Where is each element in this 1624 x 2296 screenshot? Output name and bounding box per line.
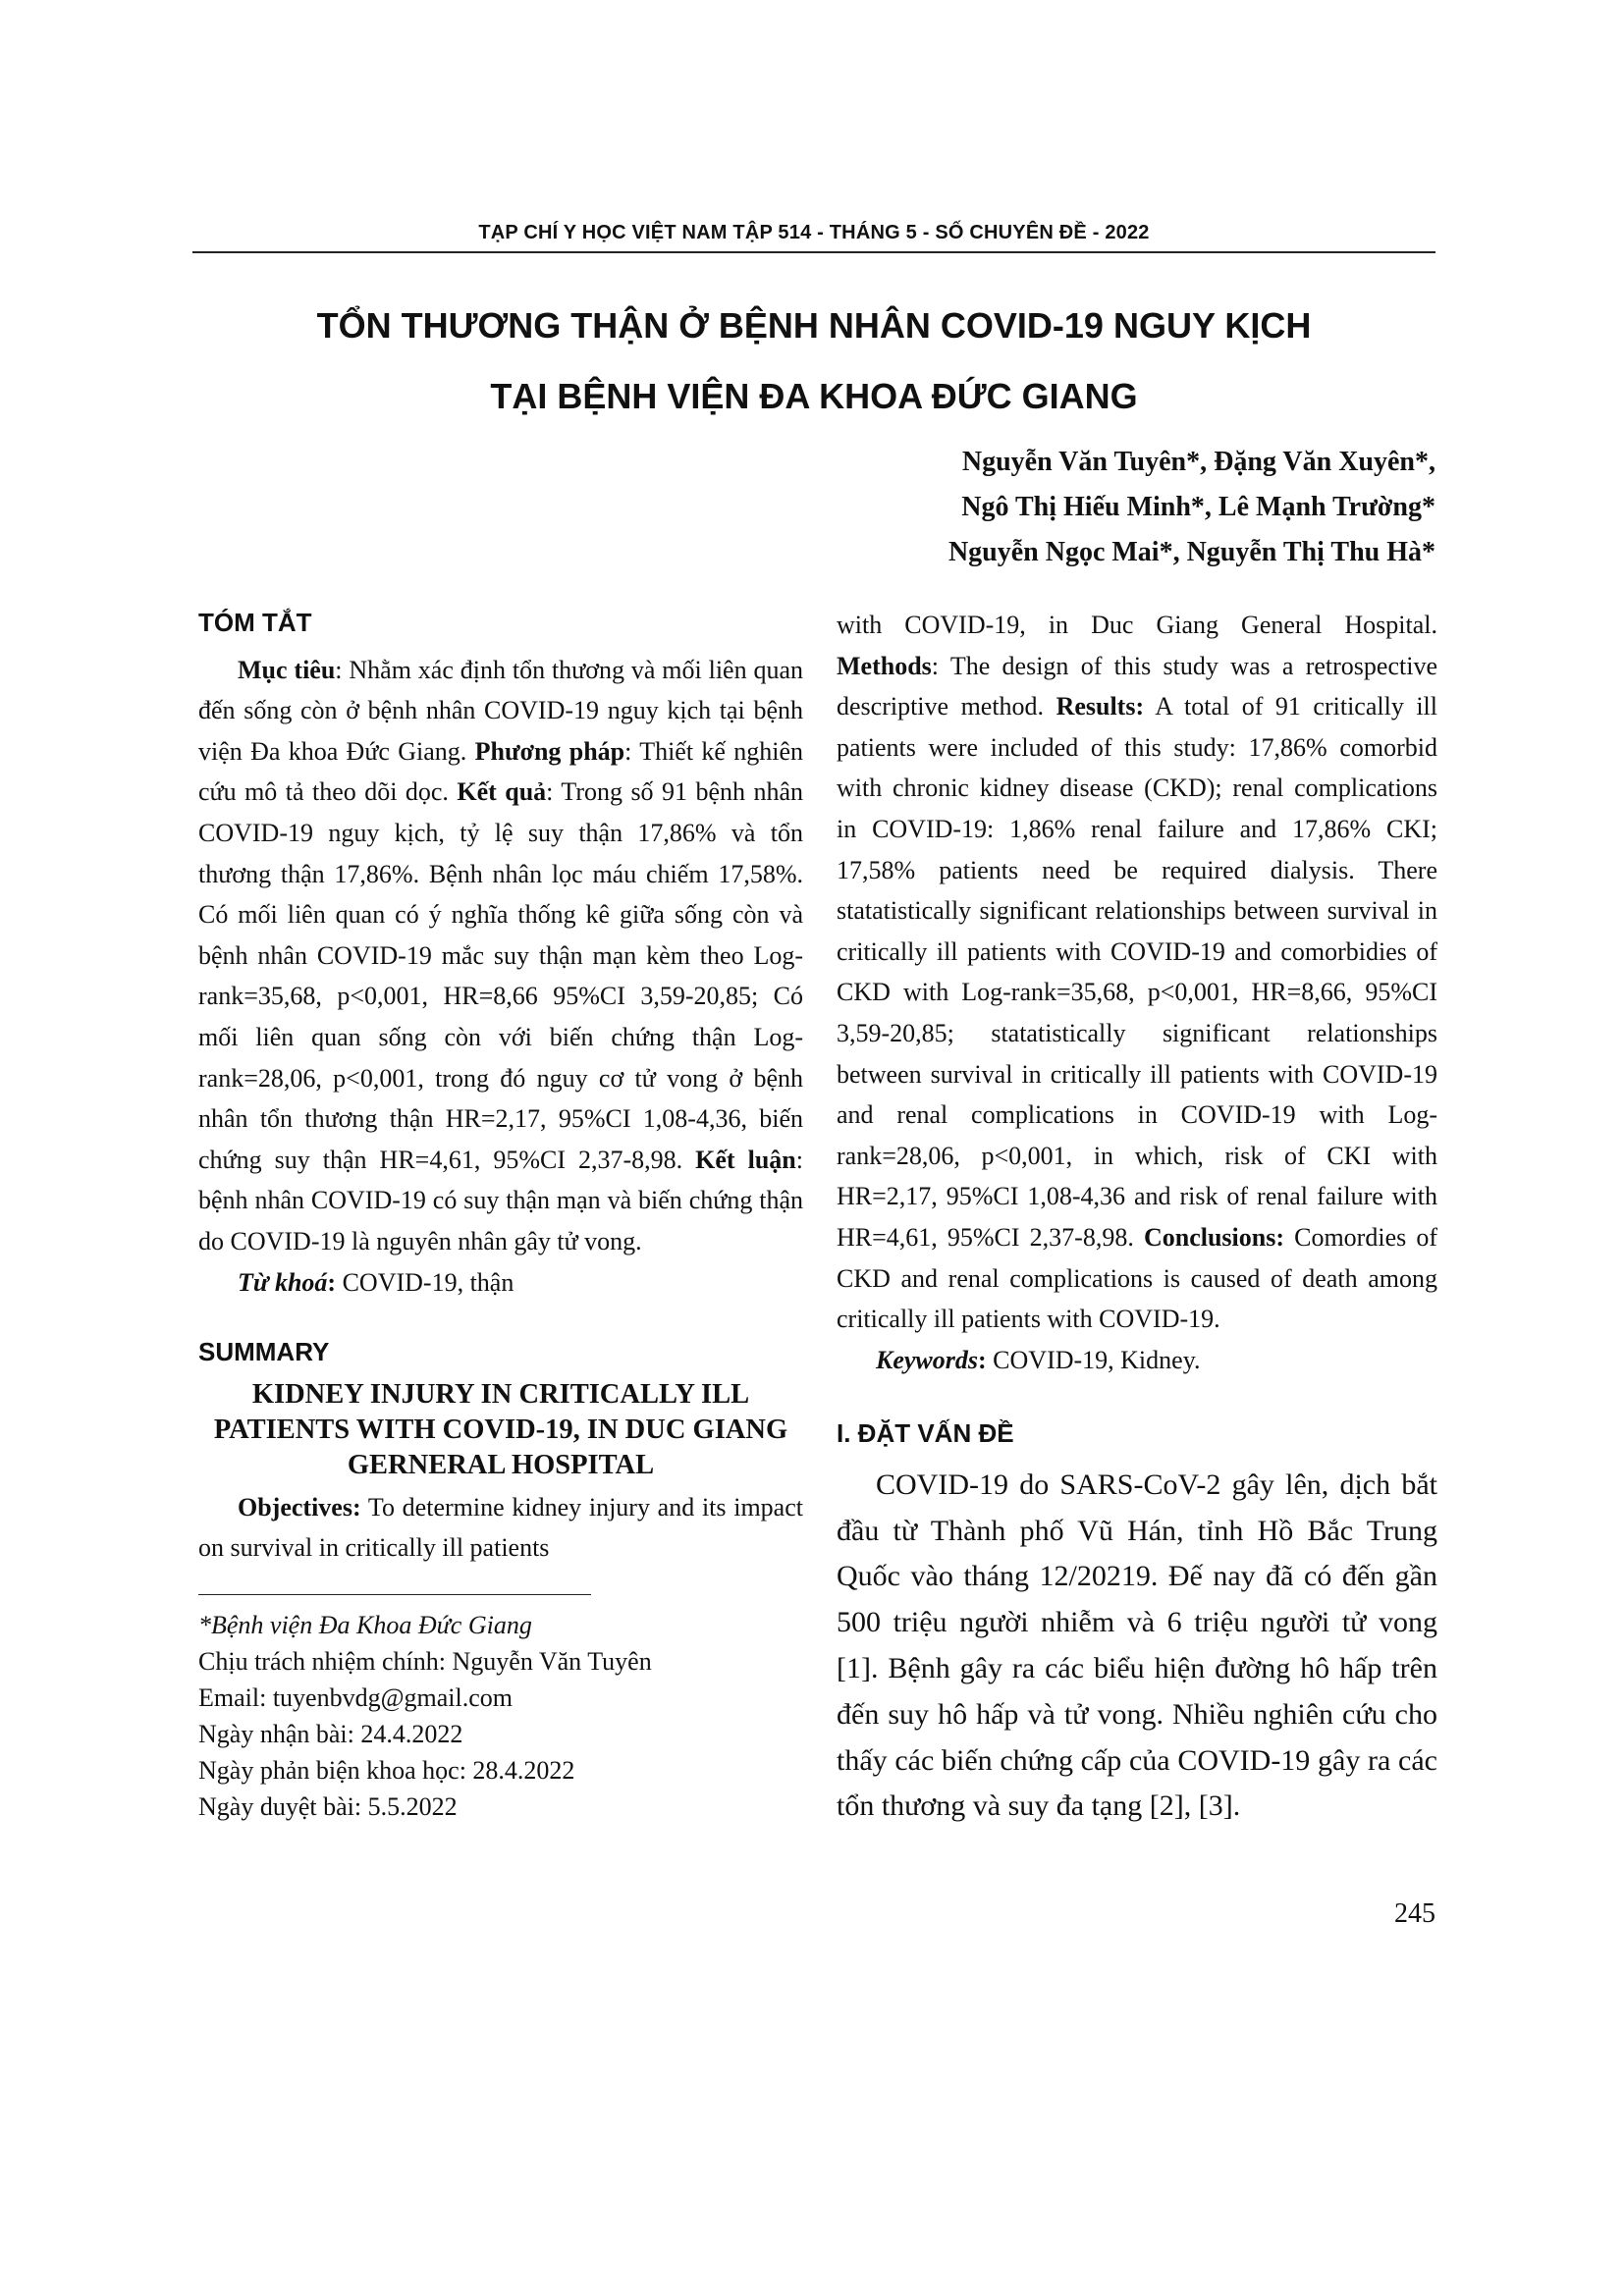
tu-khoa-colon: : bbox=[327, 1267, 337, 1297]
footnote-responsible: Chịu trách nhiệm chính: Nguyễn Văn Tuyên bbox=[198, 1646, 652, 1676]
right-column bbox=[837, 605, 1437, 1830]
muc-tieu-text: : Nhằm xác định tổn thương và mối liên quan đến sống còn ở bệnh nhân COVID-19 nguy kịch tại bệnh viện Đa khoa Đức Giang. bbox=[198, 655, 803, 766]
header-rule bbox=[192, 251, 1435, 253]
tomtat-abstract bbox=[198, 650, 803, 1262]
tomtat-heading: TÓM TẮT bbox=[198, 608, 312, 637]
footnote-received: Ngày nhận bài: 24.4.2022 bbox=[198, 1719, 463, 1748]
running-header: TẠP CHÍ Y HỌC VIỆT NAM TẬP 514 - THÁNG 5 - SỐ CHUYÊN ĐỀ - 2022 bbox=[478, 222, 1150, 243]
footnote-accepted: Ngày duyệt bài: 5.5.2022 bbox=[198, 1791, 458, 1821]
summary-abstract bbox=[837, 605, 1437, 1340]
article-title bbox=[192, 291, 1435, 432]
authors-line-1: Nguyễn Văn Tuyên*, Đặng Văn Xuyên*, bbox=[961, 447, 1435, 477]
intro-heading: I. ĐẶT VẤN ĐỀ bbox=[837, 1418, 1014, 1449]
results-label: Results: bbox=[1056, 692, 1145, 721]
objectives-text-left: To determine kidney injury and its impact on survival in critically ill patients bbox=[198, 1492, 803, 1563]
keywords-text: COVID-19, Kidney. bbox=[986, 1345, 1201, 1374]
tu-khoa-label: Từ khoá bbox=[238, 1267, 328, 1297]
tu-khoa-text: COVID-19, thận bbox=[336, 1267, 514, 1297]
footnote-rule bbox=[198, 1594, 591, 1595]
authors-line-2: Ngô Thị Hiếu Minh*, Lê Mạnh Trường* bbox=[961, 492, 1435, 522]
keywords-label: Keywords bbox=[876, 1345, 978, 1374]
footnote-email: Email: tuyenbvdg@gmail.com bbox=[198, 1682, 513, 1712]
methods-label: Methods bbox=[837, 651, 932, 680]
tu-khoa-line bbox=[198, 1262, 803, 1304]
author-list bbox=[746, 440, 1435, 575]
methods-text: : The design of this study was a retrospective descriptive method. bbox=[837, 651, 1437, 721]
footnote-reviewed: Ngày phản biện khoa học: 28.4.2022 bbox=[198, 1755, 575, 1785]
ket-luan-label: Kết luận bbox=[695, 1145, 796, 1174]
phuong-phap-text: : Thiết kế nghiên cứu mô tả theo dõi dọc. bbox=[198, 736, 803, 807]
ket-qua-label: Kết quả bbox=[457, 777, 547, 807]
authors-line-3: Nguyễn Ngọc Mai*, Nguyễn Thị Thu Hà* bbox=[947, 537, 1435, 567]
summary-objectives-left bbox=[198, 1487, 803, 1569]
title-line-1: TỔN THƯƠNG THẬN Ở BỆNH NHÂN COVID-19 NGUY KỊCH bbox=[316, 305, 1312, 346]
summary-title: KIDNEY INJURY IN CRITICALLY ILL PATIENTS WITH COVID-19, IN DUC GIANG GERNERAL HOSPITAL bbox=[213, 1378, 788, 1480]
phuong-phap-label: Phương pháp bbox=[474, 736, 625, 766]
objectives-text-right: with COVID-19, in Duc Giang General Hospital. bbox=[837, 611, 1437, 639]
page-number: 245 bbox=[1394, 1898, 1435, 1929]
results-text: A total of 91 critically ill patients were included of this study: 17,86% comorbid with chronic kidney disease (CKD); renal complications in COVID-19: 1,86% renal failure and 17,86% CKI; 17,58% patients need be required dialysis. There statatistically significant relationships between survival in critically ill patients with COVID-19 and comorbidies of CKD with Log-rank=35,68, p<0,001, HR=8,66, 95%CI 3,59-20,85; statatistically significant relationships between survival in critically ill patients with COVID-19 and renal complications in COVID-19 with Log-rank=28,06, p<0,001, in which, risk of CKI with HR=2,17, 95%CI 1,08-4,36 and risk of renal failure with HR=4,61, 95%CI 2,37-8,98. bbox=[837, 692, 1437, 1252]
keywords-line bbox=[837, 1340, 1437, 1381]
keywords-colon: : bbox=[978, 1345, 987, 1374]
ket-qua-text: : Trong số 91 bệnh nhân COVID-19 nguy kịch, tỷ lệ suy thận 17,86% và tổn thương thận 17,86%. Bệnh nhân lọc máu chiếm 17,58%. Có mối liên quan có ý nghĩa thống kê giữa sống còn và bệnh nhân COVID-19 mắc suy thận mạn kèm theo Log-rank=35,68, p<0,001, HR=8,66 95%CI 3,59-20,85; Có mối liên quan sống còn với biến chứng thận Log-rank=28,06, p<0,001, trong đó nguy cơ tử vong ở bệnh nhân tổn thương thận HR=2,17, 95%CI 1,08-4,36, biến chứng suy thận HR=4,61, 95%CI 2,37-8,98. bbox=[198, 777, 803, 1174]
left-column bbox=[198, 603, 803, 1825]
conclusions-label: Conclusions: bbox=[1143, 1222, 1284, 1252]
summary-heading: SUMMARY bbox=[198, 1337, 330, 1367]
footnote-affiliation: *Bệnh viện Đa Khoa Đức Giang bbox=[198, 1610, 532, 1639]
objectives-label: Objectives: bbox=[238, 1492, 361, 1522]
ket-luan-text: : bệnh nhân COVID-19 có suy thận mạn và biến chứng thận do COVID-19 là nguyên nhân gây tử vong. bbox=[198, 1145, 803, 1255]
title-line-2: TẠI BỆNH VIỆN ĐA KHOA ĐỨC GIANG bbox=[490, 376, 1138, 416]
conclusions-text: Comordies of CKD and renal complications is caused of death among critically ill patients with COVID-19. bbox=[837, 1222, 1437, 1334]
muc-tieu-label: Mục tiêu bbox=[238, 655, 336, 684]
intro-paragraph: COVID-19 do SARS-CoV-2 gây lên, dịch bắt đầu từ Thành phố Vũ Hán, tỉnh Hồ Bắc Trung Quốc vào tháng 12/20219. Đế nay đã có đến gần 500 triệu người nhiễm và 6 triệu người tử vong [1]. Bệnh gây ra các biểu hiện đường hô hấp trên đến suy hô hấp và tử vong. Nhiều nghiên cứu cho thấy các biến chứng cấp của COVID-19 gây ra các tổn thương và suy đa tạng [2], [3]. bbox=[837, 1468, 1437, 1823]
